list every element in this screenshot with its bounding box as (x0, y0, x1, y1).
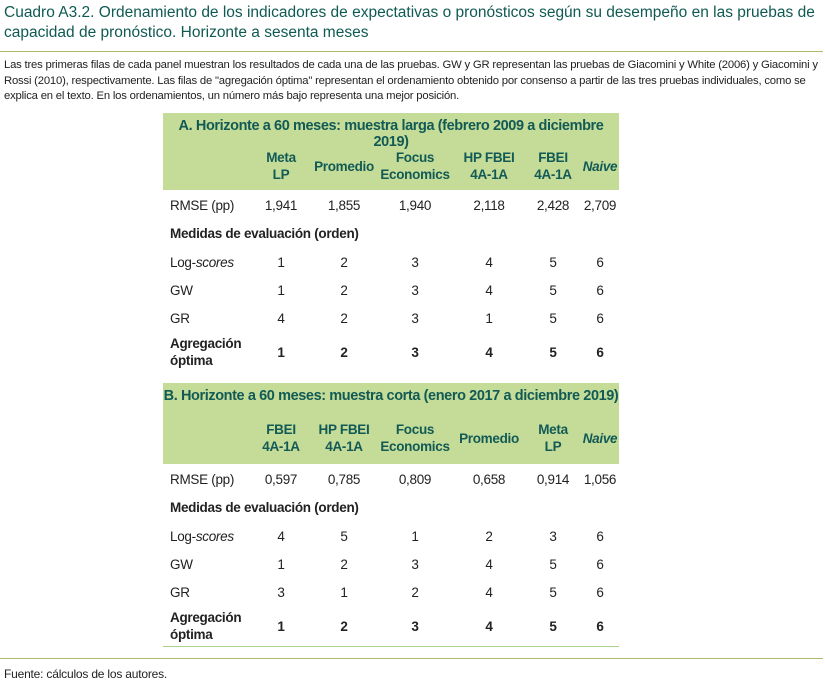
panel-b-bottom-rule (163, 646, 619, 647)
table-row-gw: GW 1 2 3 4 5 6 (170, 556, 604, 572)
panel-b-title: B. Horizonte a 60 meses: muestra corta (enero 2017 a diciembre 2019) (163, 388, 619, 404)
table-row-aggregation: Agregación óptima 1 2 3 4 5 6 (170, 610, 604, 642)
table-row-gr: GR 4 2 3 1 5 6 (170, 310, 604, 326)
table-row-logscores: Log-scores 4 5 1 2 3 6 (170, 528, 604, 544)
table-row-rmse: RMSE (pp) 1,941 1,855 1,940 2,118 2,428 2,709 (170, 197, 617, 213)
panel-a-column-headers (163, 142, 619, 190)
panel-a (163, 113, 619, 372)
table-caption: Cuadro A3.2. Ordenamiento de los indicadores de expectativas o pronósticos según su desempeño en las pruebas de capacidad de pronóstico. Horizonte a sesenta meses (4, 4, 815, 41)
column-header: Promedio (459, 430, 519, 446)
column-header: HP FBEI 4A-1A (463, 150, 515, 182)
footer-divider (0, 658, 823, 659)
table-row-aggregation: Agregación óptima 1 2 3 4 5 6 (170, 336, 604, 368)
column-header: Meta LP (538, 422, 568, 454)
column-header: Promedio (314, 158, 374, 174)
column-header: Meta LP (266, 150, 296, 182)
table-row-rmse: RMSE (pp) 0,597 0,785 0,809 0,658 0,914 1,056 (170, 471, 617, 487)
panel-b-column-headers (163, 412, 619, 464)
source-note: Fuente: cálculos de los autores. (4, 667, 168, 681)
section-label: Medidas de evaluación (orden) (170, 500, 359, 515)
panel-a-title: A. Horizonte a 60 meses: muestra larga (febrero 2009 a diciembre 2019) (178, 118, 604, 150)
panel-b-header-band (163, 383, 619, 464)
panel-a-header-band (163, 113, 619, 190)
column-header: Focus Economics (380, 422, 450, 454)
table-note: Las tres primeras filas de cada panel muestran los resultados de cada una de las pruebas. GW y GR representan las pruebas de Giacomini y White (2006) y Giacomini y Rossi (2010), respectivamente. Las filas de "agregación óptima" representan el ordenamiento obtenido por consenso a partir de las tres pruebas individuales, como se explica en el texto. En los ordenamientos, un número más bajo representa una mejor posición. (4, 59, 818, 102)
section-label: Medidas de evaluación (orden) (170, 226, 359, 241)
table-row-gw: GW 1 2 3 4 5 6 (170, 282, 604, 298)
panel-b (163, 383, 619, 647)
column-header: Naive (582, 430, 618, 446)
column-header: HP FBEI 4A-1A (318, 422, 370, 454)
column-header: Naive (582, 158, 618, 174)
caption-divider (0, 51, 823, 52)
column-header: Focus Economics (380, 150, 450, 182)
table-row-gr: GR 3 1 2 4 5 6 (170, 584, 604, 600)
column-header: FBEI 4A-1A (262, 422, 300, 454)
column-header: FBEI 4A-1A (534, 150, 572, 182)
table-row-logscores: Log-scores 1 2 3 4 5 6 (170, 254, 604, 270)
